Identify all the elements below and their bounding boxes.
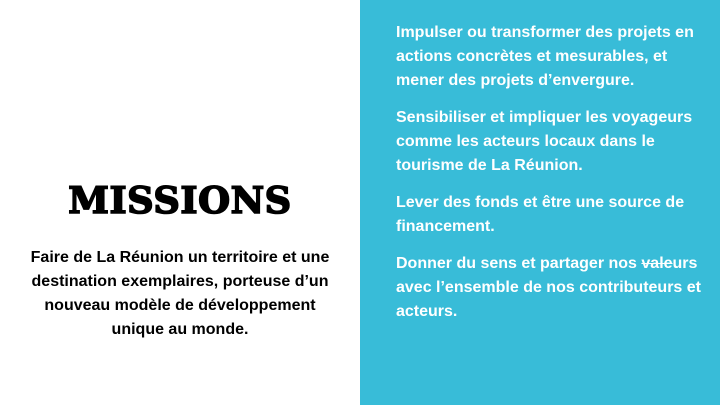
mission-item: Lever des fonds et être une source de financement. bbox=[396, 194, 685, 235]
mission-item: Impulser ou transformer des projets en actions concrètes et mesurables, et mener des projets d’envergure. bbox=[396, 24, 694, 89]
mission-text-end: urs avec l’ensemble de nos contributeurs et acteurs. bbox=[396, 255, 701, 320]
slide-title: MISSIONS bbox=[68, 180, 292, 222]
struck-text: vale bbox=[641, 255, 673, 272]
mission-summary: Faire de La Réunion un territoire et une destination exemplaires, porteuse d’un nouveau modèle de développement unique au monde. bbox=[30, 249, 330, 338]
mission-text-start: Donner du sens et partager nos bbox=[396, 255, 642, 272]
mission-item: Sensibiliser et impliquer les voyageurs comme les acteurs locaux dans le tourisme de La Réunion. bbox=[396, 109, 693, 174]
mission-item bbox=[396, 252, 706, 324]
missions-list bbox=[396, 21, 706, 337]
